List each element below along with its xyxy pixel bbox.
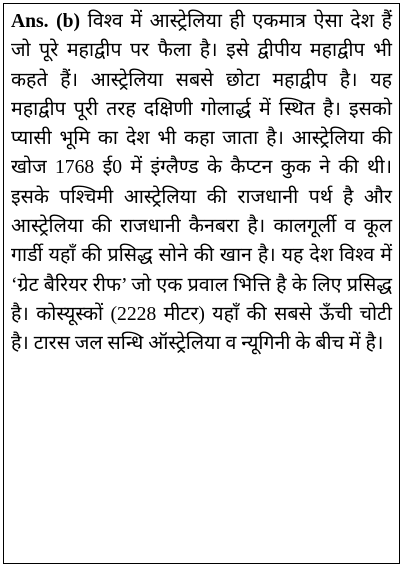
answer-paragraph [11,7,392,359]
answer-text: विश्व में आस्ट्रेलिया ही एकमात्र ऐसा देश हैं जो पूरे महाद्वीप पर फैला है। इसे द्वीपीय महाद्वीप भी कहते हैं। आस्ट्रेलिया सबसे छोटा महाद्वीप है। यह महाद्वीप पूरी तरह दक्षिणी गोलार्द्ध में स्थित है। इसको प्यासी भूमि का देश भी कहा जाता है। आस्ट्रेलिया की खोज 1768 ई0 में इंग्लैण्ड के कैप्टन कुक ने की थी। इसके पश्चिमी आस्ट्रेलिया की राजधानी पर्थ है और आस्ट्रेलिया की राजधानी कैनबरा है। कालगूर्ली व कूल गार्डी यहाँ की प्रसिद्ध सोने की खान है। यह देश विश्व में ‘ग्रेट बैरियर रीफ’ जो एक प्रवाल भित्ति है के लिए प्रसिद्ध है। कोस्यूस्कों (2228 मीटर) यहाँ की सबसे ऊँची चोटी है। टारस जल सन्धि ऑस्ट्रेलिया व न्यूगिनी के बीच में है। [11,11,392,355]
answer-label: Ans. (b) [11,11,81,32]
answer-box [3,3,400,564]
